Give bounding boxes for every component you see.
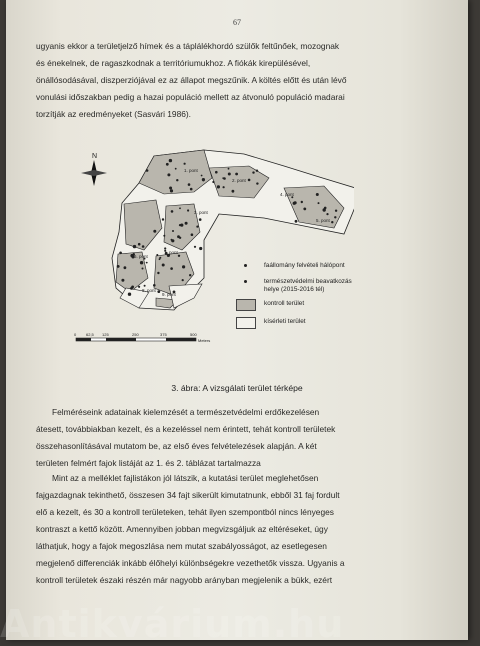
sampling-point [169,159,172,162]
sampling-point [171,239,174,242]
text-line: torzítják az eredményeket (Sasvári 1986). [36,109,192,119]
sampling-point [131,286,134,289]
text-line: Felméréseink adatainak kielemzését a természetvédelmi erdőkezelésen [52,407,320,417]
text-line: kontroll területek északi részén már nagyobb arányban megjelenik a bükk, ezért [36,575,333,585]
sampling-point [146,169,149,172]
point-label: 7. pont [164,250,178,255]
sampling-point [146,262,148,264]
scale-tick-label: 62,5 [86,332,94,337]
sampling-point [316,193,319,196]
sampling-point [172,230,174,232]
scale-bar [74,332,210,343]
sampling-point [156,254,158,256]
sampling-point [232,190,235,193]
scale-tick-label: 0 [74,332,77,337]
text-line: és énekelnek, de ragaszkodnak a territóriumukhoz. A fiókák kirepülésével, [36,58,311,68]
sampling-point [175,168,177,170]
point-label: 1. pont [184,168,198,173]
sampling-point [334,216,336,218]
sampling-point [142,268,144,270]
sampling-point [335,210,337,212]
sampling-point [169,187,172,190]
point-label: 9. pont [162,292,176,297]
text-line: összehasonlításával mutatom be, az első éves felvételezések alapján. A két [36,441,317,451]
sampling-point [153,230,156,233]
point-label: 2. pont [232,178,246,183]
sampling-point [157,290,160,293]
sampling-point [185,222,188,225]
text-line: területen felmért fajok listáját az 1. és 2. táblázat tartalmazza [36,458,261,468]
sampling-point [178,255,180,257]
sampling-point [182,279,184,281]
dot-icon [244,280,247,283]
sampling-point [166,163,169,166]
point-label: 3. pont [194,210,208,215]
scale-tick-label: 375 [160,332,167,337]
sampling-point [133,245,136,248]
sampling-point [184,163,186,165]
sampling-point [191,233,194,236]
sampling-point [196,226,198,228]
watermark-logo: Antikvárium.hu [0,602,345,646]
grey-box-icon [236,299,256,311]
paragraph-middle [36,404,446,472]
sampling-point [117,265,120,268]
sampling-point [190,188,193,191]
sampling-point [324,207,327,210]
sampling-point [248,179,251,182]
scale-tick-label: 500 [190,332,197,337]
point-label: 6. pont [134,254,148,259]
sampling-point [318,202,320,204]
sampling-point [144,285,146,287]
sampling-point [199,247,202,250]
north-arrow-icon [81,153,107,186]
sampling-point [163,235,165,237]
scale-tick-label: 125 [102,332,109,337]
text-line: Mint az a melléklet fajlistákon jól látszik, a kutatási terület meglehetősen [52,473,319,483]
sampling-point [124,266,127,269]
sampling-point [121,279,124,282]
sampling-point [142,245,145,248]
sampling-point [162,264,165,267]
sampling-point [303,208,306,211]
point-label: 8. pont [142,288,156,293]
sampling-point [202,179,204,181]
sampling-point [182,265,185,268]
sampling-point [179,224,181,226]
text-line: vonulási időszakban pedig a hazai populáció mellett az átvonuló populáció madarai [36,92,345,102]
point-label: 4. pont [280,192,294,197]
sampling-point [215,171,218,174]
sampling-point [295,220,298,223]
text-line: megjelenő differenciák inkább élőhelyi különbségekre vezethetők vissza. Ugyanis a [36,558,345,568]
sampling-point [256,182,258,184]
sampling-point [138,286,140,288]
sampling-point [212,181,214,183]
text-line: láthatjuk, hogy a fajok megoszlása nem mutat szabályosságot, az esetlegesen [36,541,327,551]
sampling-point [187,209,189,211]
sampling-point [162,218,164,220]
sampling-point [153,284,156,287]
text-line: fajgazdagnak tekinthető, összesen 34 fajt sikerült kimutatnunk, ebből 31 faj fordult [36,490,340,500]
text-line: önállósodásával, diszperziójával ez az állapot megszűnik. A költés előtt és után lévő [36,75,347,85]
sampling-point [188,183,191,186]
figure-caption: 3. ábra: A vizsgálati terület térképe [171,383,303,393]
sampling-point [176,179,178,181]
scale-tick-label: 250 [132,332,139,337]
sampling-point [199,218,202,221]
sampling-point [177,235,180,238]
point-label: 5. pont [316,218,330,223]
sampling-point [140,261,143,264]
sampling-point [170,189,173,192]
sampling-point [159,258,161,260]
compass-label: N [92,153,98,160]
sampling-point [128,293,131,296]
sampling-point [189,274,191,276]
sampling-point [235,173,238,176]
text-line: átesett, továbbiakban kezelt, és a kezeléssel nem érintett, tehát kontroll területek [36,424,336,434]
book-page: 67 ugyanis ekkor a területjelző hímek és a táplálékhordó szülők feltűnőek, mozognak és énekelnek, de ragaszkodnak a territóriumukhoz. A fiókák kirepülésével, önállósodásával, diszperziójával ez az állapot megszűnik. A költés előtt és után lévő vonulási időszakban pedig a hazai populáció mellett az átvonuló populáció madarai torzítják az eredményeket (Sasvári 1986). N 1. pont 2. pont 3. pont 4. pont 5. pont 6. pont 7. pont 8. pont 9. pont 0 62,5 125 250 375 500 Meters faállomány felvételi hálópont természetvédelmi beavatkozás helye (2015-2016 tél) kontroll terület kísérleti terület 3. ábra: A vizsgálati terület térképe Felméréseink adatainak kielemzését a természetvédelmi erdőkezelésen átesett, továbbiakban kezelt, és a kezeléssel nem érintett, tehát kontroll területek összehasonlításával mutatom be, az első éves felvételezések alapján. A két területen felmért fajok listáját az 1. és 2. táblázat tartalmazza Mint az a melléklet fajlistákon jól látszik, a kutatási terület meglehetősen fajgazdagnak tekinthető, összesen 34 fajt sikerült kimutatnunk, ebből 31 faj fordult elő a kezelt, és 30 a kontroll területeken, tehát ilyen szempontból nincs lényeges kontraszt a kettő között. Amennyiben jobban megvizsgáljuk az eltéréseket, úgy láthatjuk, hogy a fajok megoszlása nem mutat szabályosságot, az esetlegesen megjelenő differenciák inkább élőhelyi különbségekre vezethetők vissza. Ugyanis a kontroll területek északi részén már nagyobb arányban megjelenik a bükk, ezért [6,0,468,640]
page-number: 67 [233,18,241,27]
sampling-point [179,207,181,209]
sampling-point [217,185,220,188]
sampling-point [222,177,224,179]
sampling-point [194,246,196,248]
sampling-point [138,243,141,246]
sampling-point [331,221,333,223]
sampling-point [167,173,170,176]
text-line: elő a kezelt, és 30 a kontroll területeken, tehát ilyen szempontból nincs lényeges [36,507,334,517]
text-line: kontraszt a kettő között. Amennyiben jobban megvizsgáljuk az eltéréseket, úgy [36,524,328,534]
sampling-point [294,201,297,204]
sampling-point [301,201,303,203]
sampling-point [119,252,122,255]
sampling-point [201,175,203,177]
sampling-point [157,272,159,274]
sampling-point [228,168,230,170]
study-area-map [44,148,354,360]
sampling-point [252,171,254,173]
text-line: ugyanis ekkor a területjelző hímek és a táplálékhordó szülők feltűnőek, mozognak [36,41,340,51]
paragraph-top [36,38,446,123]
sampling-point [326,213,328,215]
sampling-point [256,170,258,172]
white-box-icon [236,317,256,329]
paragraph-bottom [36,470,446,589]
sampling-point [170,267,173,270]
sampling-point [228,173,231,176]
scale-unit: Meters [198,338,211,343]
dot-icon [244,264,247,267]
sampling-point [171,210,174,213]
sampling-point [223,186,225,188]
